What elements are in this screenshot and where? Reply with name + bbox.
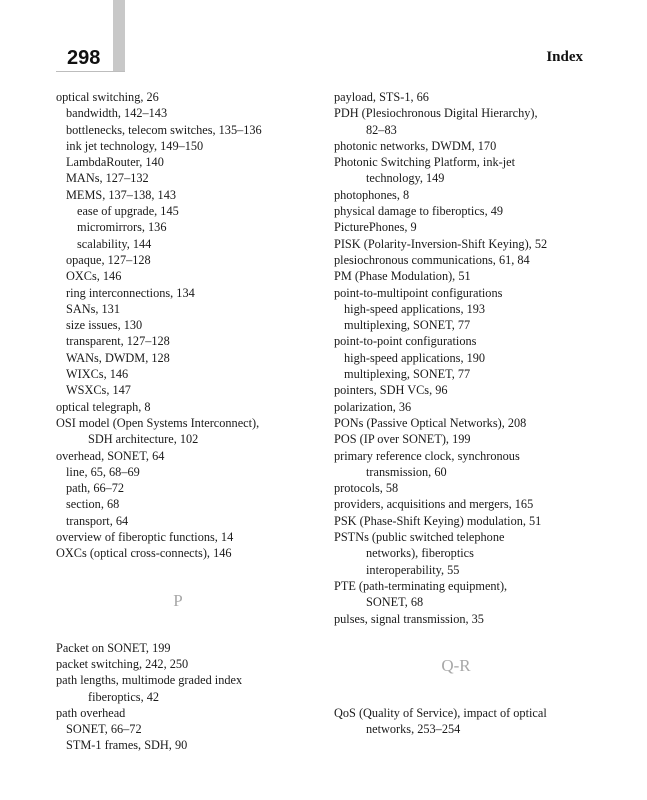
index-subentry: line, 65, 68–69 (66, 464, 140, 479)
index-entry: path overhead (56, 705, 126, 720)
index-entry-continuation: SDH architecture, 102 (88, 432, 199, 447)
index-entry: photophones, 8 (334, 187, 410, 202)
index-entry-continuation: 82–83 (366, 122, 397, 137)
index-subentry: ink jet technology, 149–150 (66, 138, 204, 153)
index-subentry: OXCs, 146 (66, 269, 122, 284)
index-subentry: multiplexing, SONET, 77 (344, 367, 471, 382)
index-entry: PSK (Phase-Shift Keying) modulation, 51 (334, 513, 542, 528)
index-entry: physical damage to fiberoptics, 49 (334, 204, 504, 219)
index-entry: point-to-multipoint configurations (334, 285, 503, 300)
index-subentry: WANs, DWDM, 128 (66, 350, 170, 365)
index-subentry: transparent, 127–128 (66, 334, 170, 349)
index-entry: PicturePhones, 9 (334, 220, 417, 235)
index-entry: PISK (Polarity-Inversion-Shift Keying), 52 (334, 236, 548, 251)
index-entry: packet switching, 242, 250 (56, 656, 189, 671)
index-entry: payload, STS-1, 66 (334, 90, 429, 104)
index-entry: PDH (Plesiochronous Digital Hierarchy), (334, 106, 538, 121)
index-subentry: MANs, 127–132 (66, 171, 149, 186)
page-number: 298 (67, 47, 101, 69)
index-entry: pointers, SDH VCs, 96 (334, 383, 448, 398)
index-entry: PTE (path-terminating equipment), (334, 578, 508, 593)
index-entry: Packet on SONET, 199 (56, 640, 171, 655)
index-entry-continuation: networks, 253–254 (366, 722, 461, 737)
header-rule (56, 71, 125, 72)
index-entry: polarization, 36 (334, 399, 412, 414)
index-entry: providers, acquisitions and mergers, 165 (334, 497, 534, 512)
index-subentry: size issues, 130 (66, 318, 143, 333)
index-subentry: path, 66–72 (66, 481, 125, 496)
index-entry: overhead, SONET, 64 (56, 448, 165, 463)
index-entry: POS (IP over SONET), 199 (334, 432, 471, 447)
index-subentry: section, 68 (66, 497, 120, 512)
index-subentry: MEMS, 137–138, 143 (66, 187, 176, 202)
index-subentry: LambdaRouter, 140 (66, 155, 164, 170)
index-entry: point-to-point configurations (334, 334, 477, 349)
index-subentry: ease of upgrade, 145 (77, 204, 179, 219)
index-entry-continuation: interoperability, 55 (366, 562, 460, 577)
page-tab-marker (113, 0, 125, 72)
index-entry: primary reference clock, synchronous (334, 448, 520, 463)
index-entry: overview of fiberoptic functions, 14 (56, 530, 234, 545)
index-entry: OSI model (Open Systems Interconnect), (56, 415, 260, 430)
index-entry: photonic networks, DWDM, 170 (334, 138, 497, 153)
index-entry-continuation: transmission, 60 (366, 464, 447, 479)
index-entry: PM (Phase Modulation), 51 (334, 269, 471, 284)
index-subentry: scalability, 144 (77, 236, 152, 251)
index-entry-continuation: technology, 149 (366, 171, 445, 186)
index-subentry: bandwidth, 142–143 (66, 106, 168, 121)
index-subentry: high-speed applications, 190 (344, 350, 486, 365)
index-entry: PONs (Passive Optical Networks), 208 (334, 415, 527, 430)
index-subentry: high-speed applications, 193 (344, 301, 486, 316)
index-subentry: micromirrors, 136 (77, 220, 167, 235)
index-subentry: bottlenecks, telecom switches, 135–136 (66, 122, 262, 137)
index-entry: PSTNs (public switched telephone (334, 530, 505, 545)
index-subentry: WSXCs, 147 (66, 383, 131, 398)
index-subentry: SONET, 66–72 (66, 722, 142, 737)
section-title: Index (546, 49, 583, 65)
index-subentry: STM-1 frames, SDH, 90 (66, 738, 188, 753)
index-entry: pulses, signal transmission, 35 (334, 611, 484, 626)
index-entry: QoS (Quality of Service), impact of optical (334, 705, 547, 720)
index-entry-continuation: networks), fiberoptics (366, 546, 474, 561)
section-letter-heading: P (173, 590, 183, 610)
index-entry: optical telegraph, 8 (56, 399, 151, 414)
index-subentry: ring interconnections, 134 (66, 285, 195, 300)
index-entry: Photonic Switching Platform, ink-jet (334, 155, 516, 170)
index-column-right (334, 89, 596, 737)
index-subentry: transport, 64 (66, 513, 129, 528)
section-letter-heading: Q-R (441, 655, 471, 675)
index-entry: protocols, 58 (334, 481, 399, 496)
index-column-left (56, 89, 318, 754)
index-entry: path lengths, multimode graded index (56, 673, 243, 688)
index-subentry: WIXCs, 146 (66, 367, 129, 382)
index-subentry: multiplexing, SONET, 77 (344, 318, 471, 333)
index-entry: plesiochronous communications, 61, 84 (334, 252, 530, 267)
index-entry-continuation: SONET, 68 (366, 595, 424, 610)
index-subentry: SANs, 131 (66, 301, 120, 316)
index-entry: optical switching, 26 (56, 90, 159, 104)
index-entry-continuation: fiberoptics, 42 (88, 689, 160, 704)
index-subentry: opaque, 127–128 (66, 252, 151, 267)
index-entry: OXCs (optical cross-connects), 146 (56, 546, 232, 561)
